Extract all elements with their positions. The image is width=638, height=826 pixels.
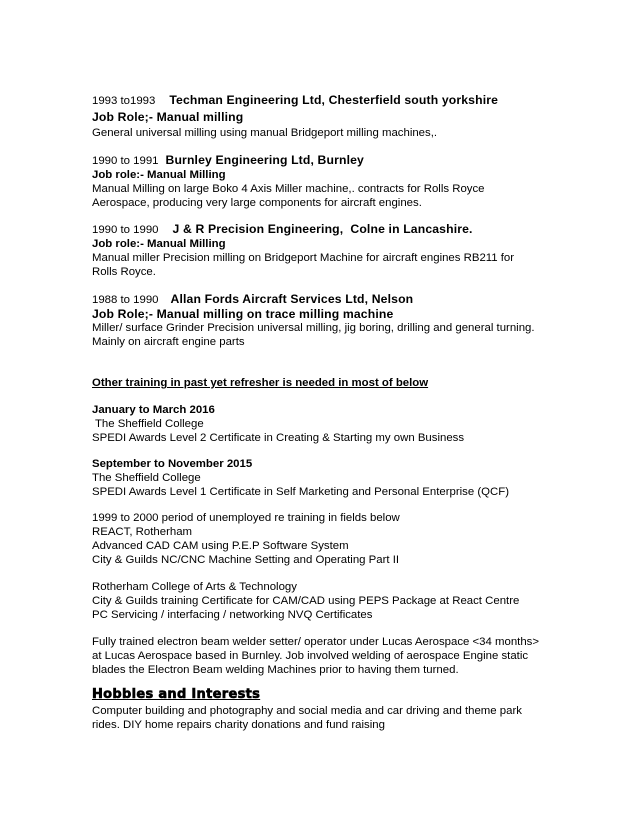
job-employer: Burnley Engineering Ltd, Burnley [165, 153, 364, 167]
job-employer: J & R Precision Engineering, Colne in Lancashire. [172, 222, 473, 236]
training-line: blades the Electron Beam welding Machines prior to having them turned. [92, 664, 459, 676]
job-description: Mainly on aircraft engine parts [92, 336, 245, 348]
job-description: General universal milling using manual Bridgeport milling machines,. [92, 127, 438, 139]
job-dates: 1990 to 1991 [92, 155, 159, 167]
job-employer: Techman Engineering Ltd, Chesterfield south yorkshire [169, 93, 499, 107]
job-dates: 1990 to 1990 [92, 224, 159, 236]
job-description: Rolls Royce. [92, 266, 156, 278]
job-description: Miller/ surface Grinder Precision universal milling, jig boring, drilling and general turning. [92, 322, 535, 334]
job-role: Job role:- Manual Milling [92, 238, 226, 250]
job-header [92, 93, 498, 108]
job-dates: 1988 to 1990 [92, 294, 159, 306]
training-line: City & Guilds NC/CNC Machine Setting and Operating Part II [92, 554, 400, 566]
job-role: Job Role;- Manual milling [92, 110, 244, 124]
training-line: Fully trained electron beam welder setter/ operator under Lucas Aerospace <34 months> [92, 636, 540, 648]
training-heading: Other training in past yet refresher is needed in most of below [92, 377, 429, 389]
training-dates: September to November 2015 [92, 458, 253, 470]
training-line: City & Guilds training Certificate for CAM/CAD using PEPS Package at React Centre [92, 595, 520, 607]
training-line: Advanced CAD CAM using P.E.P Software System [92, 540, 349, 552]
job-role: Job Role;- Manual milling on trace milling machine [92, 307, 394, 321]
job-description: Manual Milling on large Boko 4 Axis Miller machine,. contracts for Rolls Royce [92, 183, 485, 195]
training-line: at Lucas Aerospace based in Burnley. Job involved welding of aerospace Engine static [92, 650, 529, 662]
training-dates: January to March 2016 [92, 404, 215, 416]
job-description: Aerospace, producing very large components for aircraft engines. [92, 197, 422, 209]
training-institution: The Sheffield College [92, 418, 204, 430]
training-line: REACT, Rotherham [92, 526, 193, 538]
job-dates: 1993 to1993 [92, 95, 156, 107]
job-employer: Allan Fords Aircraft Services Ltd, Nelson [170, 292, 414, 306]
training-line: Rotherham College of Arts & Technology [92, 581, 297, 593]
job-role: Job role:- Manual Milling [92, 169, 226, 181]
hobbies-text: Computer building and photography and social media and car driving and theme park [92, 705, 522, 717]
training-certificate: SPEDI Awards Level 1 Certificate in Self Marketing and Personal Enterprise (QCF) [92, 486, 509, 498]
training-certificate: SPEDI Awards Level 2 Certificate in Creating & Starting my own Business [92, 432, 465, 444]
hobbies-text: rides. DIY home repairs charity donations and fund raising [92, 719, 385, 731]
training-institution: The Sheffield College [92, 472, 201, 484]
job-header [92, 292, 413, 307]
hobbies-heading: Hobbies and Interests [92, 687, 261, 702]
job-header [92, 153, 364, 168]
training-line: PC Servicing / interfacing / networking NVQ Certificates [92, 609, 373, 621]
job-header [92, 222, 473, 237]
job-description: Manual miller Precision milling on Bridgeport Machine for aircraft engines RB211 for [92, 252, 515, 264]
training-line: 1999 to 2000 period of unemployed re training in fields below [92, 512, 400, 524]
